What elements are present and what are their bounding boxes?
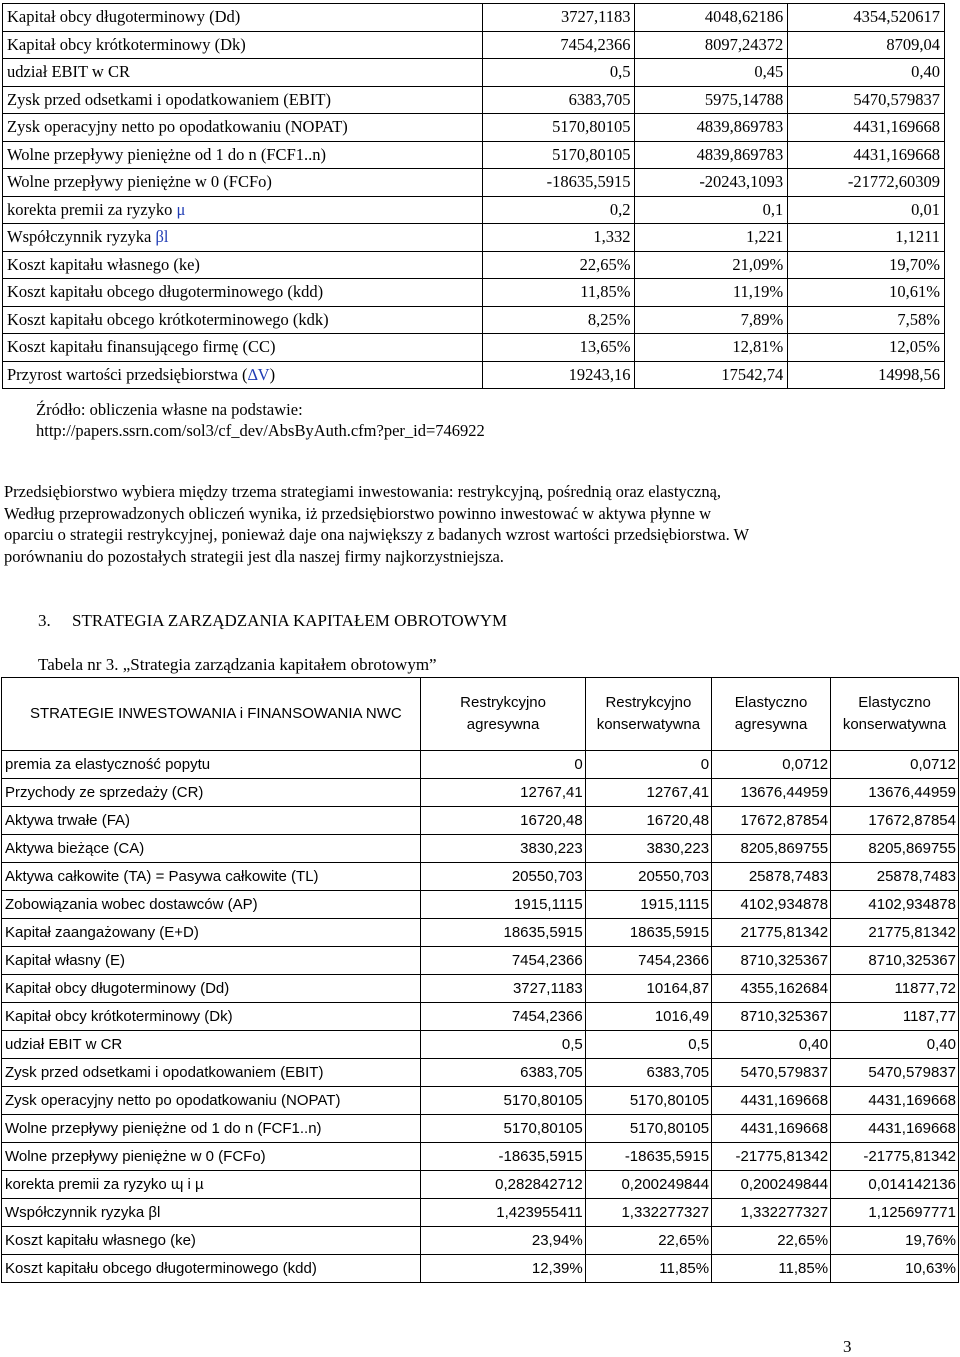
cell-value: 17672,87854 xyxy=(831,807,959,835)
row-label: korekta premii za ryzyko ɰ i µ xyxy=(2,1171,421,1199)
cell-value: 12767,41 xyxy=(421,779,585,807)
cell-value: 8205,869755 xyxy=(712,835,831,863)
row-label: Koszt kapitału własnego (ke) xyxy=(2,1227,421,1255)
table-row xyxy=(2,1059,959,1087)
cell-value: 25878,7483 xyxy=(831,863,959,891)
cell-value: 4839,869783 xyxy=(635,141,788,169)
cell-value: 0,45 xyxy=(635,59,788,87)
cell-value: 0,40 xyxy=(712,1031,831,1059)
table-row xyxy=(3,114,945,142)
table-row xyxy=(3,361,945,389)
cell-value: 20550,703 xyxy=(421,863,585,891)
section-heading xyxy=(38,611,507,631)
table-row xyxy=(3,86,945,114)
cell-value: 10164,87 xyxy=(585,975,711,1003)
header-col-3-line-2: agresywna xyxy=(734,716,808,733)
cell-value: 8,25% xyxy=(482,306,635,334)
source-url: http://papers.ssrn.com/sol3/cf_dev/AbsByAuth.cfm?per_id=746922 xyxy=(36,421,485,440)
cell-value: 18635,5915 xyxy=(421,919,585,947)
paragraph-line: Przedsiębiorstwo wybiera między trzema strategiami inwestowania: restrykcyjną, pośrednią oraz elastyczną, xyxy=(4,482,722,501)
cell-value: 5470,579837 xyxy=(712,1059,831,1087)
row-label: Aktywa trwałe (FA) xyxy=(2,807,421,835)
cell-value: -20243,1093 xyxy=(635,169,788,197)
cell-value: 8710,325367 xyxy=(831,947,959,975)
cell-value: 6383,705 xyxy=(482,86,635,114)
table-row xyxy=(3,334,945,362)
row-label: Aktywa bieżące (CA) xyxy=(2,835,421,863)
row-label-text: Zysk operacyjny netto po opodatkowaniu (NOPAT) xyxy=(7,117,348,137)
table-row xyxy=(2,1199,959,1227)
cell-value: 1,125697771 xyxy=(831,1199,959,1227)
row-label xyxy=(3,306,483,334)
cell-value: 1016,49 xyxy=(585,1003,711,1031)
cell-value: 8709,04 xyxy=(788,31,945,59)
row-label xyxy=(3,361,483,389)
row-label: Współczynnik ryzyka βl xyxy=(2,1199,421,1227)
row-label-end: ) xyxy=(269,364,276,384)
cell-value: 21,09% xyxy=(635,251,788,279)
row-label-text: Przyrost wartości przedsiębiorstwa ( xyxy=(7,364,248,384)
cell-value: 8097,24372 xyxy=(635,31,788,59)
row-label-text: Koszt kapitału obcego krótkoterminowego (kdk) xyxy=(7,309,329,329)
cell-value: 1915,1115 xyxy=(585,891,711,919)
cell-value: 11,85% xyxy=(712,1255,831,1283)
row-label: Aktywa całkowite (TA) = Pasywa całkowite (TL) xyxy=(2,863,421,891)
cell-value: 5170,80105 xyxy=(421,1115,585,1143)
cell-value: 1,221 xyxy=(635,224,788,252)
cell-value: 10,61% xyxy=(788,279,945,307)
row-label: Koszt kapitału obcego długoterminowego (kdd) xyxy=(2,1255,421,1283)
header-col-2 xyxy=(585,678,711,751)
cell-value: -21775,81342 xyxy=(712,1143,831,1171)
table-row xyxy=(3,251,945,279)
table-row xyxy=(2,835,959,863)
cell-value: 1,332277327 xyxy=(585,1199,711,1227)
row-label: Kapitał obcy krótkoterminowy (Dk) xyxy=(2,1003,421,1031)
greek-symbol: μ xyxy=(176,199,186,219)
cell-value: 21775,81342 xyxy=(831,919,959,947)
cell-value: 0,200249844 xyxy=(585,1171,711,1199)
cell-value: 7454,2366 xyxy=(421,947,585,975)
table-row xyxy=(2,947,959,975)
row-label-text: Zysk przed odsetkami i opodatkowaniem (EBIT) xyxy=(7,89,331,109)
cell-value: 11,85% xyxy=(585,1255,711,1283)
cell-value: 3830,223 xyxy=(421,835,585,863)
cell-value: 12,05% xyxy=(788,334,945,362)
cell-value: 7454,2366 xyxy=(585,947,711,975)
cell-value: 11,85% xyxy=(482,279,635,307)
greek-symbol: βl xyxy=(155,227,169,247)
cell-value: 5170,80105 xyxy=(482,114,635,142)
cell-value: 1187,77 xyxy=(831,1003,959,1031)
cell-value: 0,200249844 xyxy=(712,1171,831,1199)
table-row xyxy=(2,863,959,891)
cell-value: 12,39% xyxy=(421,1255,585,1283)
row-label xyxy=(3,59,483,87)
table-row xyxy=(3,31,945,59)
row-label xyxy=(3,31,483,59)
cell-value: 4431,169668 xyxy=(831,1115,959,1143)
cell-value: 4839,869783 xyxy=(635,114,788,142)
cell-value: 18635,5915 xyxy=(585,919,711,947)
table-row xyxy=(3,224,945,252)
table-header-row xyxy=(2,678,959,751)
source-line-1: Źródło: obliczenia własne na podstawie: xyxy=(36,400,303,419)
header-col-4-line-1: Elastyczno xyxy=(858,694,931,711)
cell-value: 7,89% xyxy=(635,306,788,334)
cell-value: 0,014142136 xyxy=(831,1171,959,1199)
row-label-text: Koszt kapitału obcego długoterminowego (kdd) xyxy=(7,282,324,302)
nwc-strategy-table xyxy=(1,677,959,1283)
header-col-3 xyxy=(712,678,831,751)
cell-value: 22,65% xyxy=(585,1227,711,1255)
row-label: Zysk operacyjny netto po opodatkowaniu (NOPAT) xyxy=(2,1087,421,1115)
cell-value: 21775,81342 xyxy=(712,919,831,947)
row-label-text: Koszt kapitału własnego (ke) xyxy=(7,254,200,274)
cell-value: -21772,60309 xyxy=(788,169,945,197)
cell-value: 4354,520617 xyxy=(788,4,945,32)
table-row xyxy=(3,169,945,197)
table-row xyxy=(2,1115,959,1143)
table-row xyxy=(3,59,945,87)
table-row xyxy=(2,1227,959,1255)
paragraph-line: oparciu o strategii restrykcyjnej, ponieważ daje ona największy z badanych wzrost wartości przedsiębiorstwa. W xyxy=(4,525,750,544)
cell-value: 4431,169668 xyxy=(712,1115,831,1143)
header-strategies: STRATEGIE INWESTOWANIA i FINANSOWANIA NWC xyxy=(2,678,421,751)
cell-value: 4355,162684 xyxy=(712,975,831,1003)
row-label: premia za elastyczność popytu xyxy=(2,751,421,779)
cell-value: 5975,14788 xyxy=(635,86,788,114)
cell-value: 0,1 xyxy=(635,196,788,224)
header-col-1-line-2: agresywna xyxy=(466,716,540,733)
cell-value: 0,5 xyxy=(585,1031,711,1059)
row-label xyxy=(3,251,483,279)
row-label xyxy=(3,86,483,114)
row-label: Wolne przepływy pieniężne w 0 (FCFo) xyxy=(2,1143,421,1171)
cell-value: 0,5 xyxy=(421,1031,585,1059)
cell-value: 6383,705 xyxy=(585,1059,711,1087)
row-label xyxy=(3,279,483,307)
section-title: STRATEGIA ZARZĄDZANIA KAPITAŁEM OBROTOWYM xyxy=(72,611,508,630)
cell-value: 0,0712 xyxy=(712,751,831,779)
cell-value: 4102,934878 xyxy=(831,891,959,919)
row-label: Zobowiązania wobec dostawców (AP) xyxy=(2,891,421,919)
cell-value: 19,76% xyxy=(831,1227,959,1255)
cell-value: 19,70% xyxy=(788,251,945,279)
page-number: 3 xyxy=(843,1337,852,1356)
cell-value: 22,65% xyxy=(712,1227,831,1255)
cell-value: 0,01 xyxy=(788,196,945,224)
cell-value: 1,1211 xyxy=(788,224,945,252)
cell-value: 5470,579837 xyxy=(788,86,945,114)
cell-value: 0,2 xyxy=(482,196,635,224)
table-row xyxy=(2,1003,959,1031)
table-row xyxy=(2,891,959,919)
cell-value: 11877,72 xyxy=(831,975,959,1003)
row-label-text: udział EBIT w CR xyxy=(7,62,130,82)
table-row xyxy=(3,196,945,224)
cell-value: 12,81% xyxy=(635,334,788,362)
row-label: Kapitał zaangażowany (E+D) xyxy=(2,919,421,947)
cell-value: 16720,48 xyxy=(585,807,711,835)
cell-value: -21775,81342 xyxy=(831,1143,959,1171)
row-label-text: Kapitał obcy krótkoterminowy (Dk) xyxy=(7,34,246,54)
table-row xyxy=(2,1143,959,1171)
cell-value: 1,332277327 xyxy=(712,1199,831,1227)
cell-value: -18635,5915 xyxy=(421,1143,585,1171)
table-row xyxy=(3,4,945,32)
conclusion-paragraph xyxy=(4,481,954,567)
cell-value: 7,58% xyxy=(788,306,945,334)
cell-value: 19243,16 xyxy=(482,361,635,389)
table-row xyxy=(3,306,945,334)
header-col-2-line-1: Restrykcyjno xyxy=(605,694,692,711)
row-label xyxy=(3,141,483,169)
row-label xyxy=(3,169,483,197)
cell-value: 13676,44959 xyxy=(712,779,831,807)
table-row xyxy=(2,751,959,779)
row-label: Wolne przepływy pieniężne od 1 do n (FCF1..n) xyxy=(2,1115,421,1143)
table-row xyxy=(2,919,959,947)
cell-value: 0,40 xyxy=(788,59,945,87)
cell-value: 5470,579837 xyxy=(831,1059,959,1087)
row-label: Zysk przed odsetkami i opodatkowaniem (EBIT) xyxy=(2,1059,421,1087)
header-col-1-line-1: Restrykcyjno xyxy=(460,694,546,711)
row-label-text: Koszt kapitału finansującego firmę (CC) xyxy=(7,337,276,357)
header-col-3-line-1: Elastyczno xyxy=(734,694,808,711)
cell-value: 1915,1115 xyxy=(421,891,585,919)
header-col-4 xyxy=(831,678,959,751)
cell-value: 0 xyxy=(585,751,711,779)
cell-value: 8710,325367 xyxy=(712,1003,831,1031)
row-label-text: Kapitał obcy długoterminowy (Dd) xyxy=(7,7,241,27)
cell-value: 13676,44959 xyxy=(831,779,959,807)
cell-value: -18635,5915 xyxy=(585,1143,711,1171)
cell-value: 5170,80105 xyxy=(585,1087,711,1115)
header-col-1 xyxy=(421,678,585,751)
cell-value: 17672,87854 xyxy=(712,807,831,835)
cell-value: 4102,934878 xyxy=(712,891,831,919)
table-row xyxy=(2,1087,959,1115)
row-label xyxy=(3,114,483,142)
cell-value: 0,282842712 xyxy=(421,1171,585,1199)
cell-value: 17542,74 xyxy=(635,361,788,389)
cell-value: 3727,1183 xyxy=(482,4,635,32)
cell-value: 0,40 xyxy=(831,1031,959,1059)
cell-value: 25878,7483 xyxy=(712,863,831,891)
table-row xyxy=(2,1171,959,1199)
cell-value: 1,423955411 xyxy=(421,1199,585,1227)
source-note xyxy=(36,399,485,441)
row-label xyxy=(3,4,483,32)
header-col-4-line-2: konserwatywna xyxy=(842,716,947,733)
row-label-text: Współczynnik ryzyka xyxy=(7,227,156,247)
cell-value: 8710,325367 xyxy=(712,947,831,975)
table-row xyxy=(2,779,959,807)
cell-value: 5170,80105 xyxy=(482,141,635,169)
row-label xyxy=(3,196,483,224)
cell-value: 20550,703 xyxy=(585,863,711,891)
cell-value: 6383,705 xyxy=(421,1059,585,1087)
table-row xyxy=(2,807,959,835)
table-row xyxy=(2,975,959,1003)
greek-symbol: ∆V xyxy=(247,364,270,384)
cell-value: 3830,223 xyxy=(585,835,711,863)
table-caption: Tabela nr 3. „Strategia zarządzania kapitałem obrotowym” xyxy=(38,655,437,674)
cell-value: 10,63% xyxy=(831,1255,959,1283)
results-table-top xyxy=(2,3,945,389)
cell-value: 7454,2366 xyxy=(421,1003,585,1031)
table-row xyxy=(3,141,945,169)
row-label: Kapitał własny (E) xyxy=(2,947,421,975)
cell-value: 14998,56 xyxy=(788,361,945,389)
table-row xyxy=(2,1255,959,1283)
row-label-text: Wolne przepływy pieniężne w 0 (FCFo) xyxy=(7,172,272,192)
table-row xyxy=(3,279,945,307)
row-label xyxy=(3,224,483,252)
section-number: 3. xyxy=(38,611,51,630)
row-label: Kapitał obcy długoterminowy (Dd) xyxy=(2,975,421,1003)
cell-value: 4048,62186 xyxy=(635,4,788,32)
cell-value: 12767,41 xyxy=(585,779,711,807)
cell-value: 23,94% xyxy=(421,1227,585,1255)
cell-value: -18635,5915 xyxy=(482,169,635,197)
cell-value: 5170,80105 xyxy=(421,1087,585,1115)
cell-value: 5170,80105 xyxy=(585,1115,711,1143)
cell-value: 0 xyxy=(421,751,585,779)
cell-value: 11,19% xyxy=(635,279,788,307)
paragraph-line: porównaniu do pozostałych strategii jest dla naszej firmy najkorzystniejsza. xyxy=(4,546,504,566)
cell-value: 3727,1183 xyxy=(421,975,585,1003)
cell-value: 22,65% xyxy=(482,251,635,279)
cell-value: 4431,169668 xyxy=(712,1087,831,1115)
cell-value: 1,332 xyxy=(482,224,635,252)
cell-value: 8205,869755 xyxy=(831,835,959,863)
row-label-text: korekta premii za ryzyko xyxy=(7,199,177,219)
row-label: udział EBIT w CR xyxy=(2,1031,421,1059)
cell-value: 0,5 xyxy=(482,59,635,87)
cell-value: 16720,48 xyxy=(421,807,585,835)
cell-value: 4431,169668 xyxy=(788,114,945,142)
row-label xyxy=(3,334,483,362)
row-label-text: Wolne przepływy pieniężne od 1 do n (FCF1..n) xyxy=(7,144,326,164)
paragraph-line: Według przeprowadzonych obliczeń wynika, iż przedsiębiorstwo powinno inwestować w aktywa płynne w xyxy=(4,503,712,523)
row-label: Przychody ze sprzedaży (CR) xyxy=(2,779,421,807)
cell-value: 4431,169668 xyxy=(788,141,945,169)
table-row xyxy=(2,1031,959,1059)
header-col-2-line-2: konserwatywna xyxy=(596,716,701,733)
cell-value: 0,0712 xyxy=(831,751,959,779)
cell-value: 4431,169668 xyxy=(831,1087,959,1115)
cell-value: 7454,2366 xyxy=(482,31,635,59)
cell-value: 13,65% xyxy=(482,334,635,362)
